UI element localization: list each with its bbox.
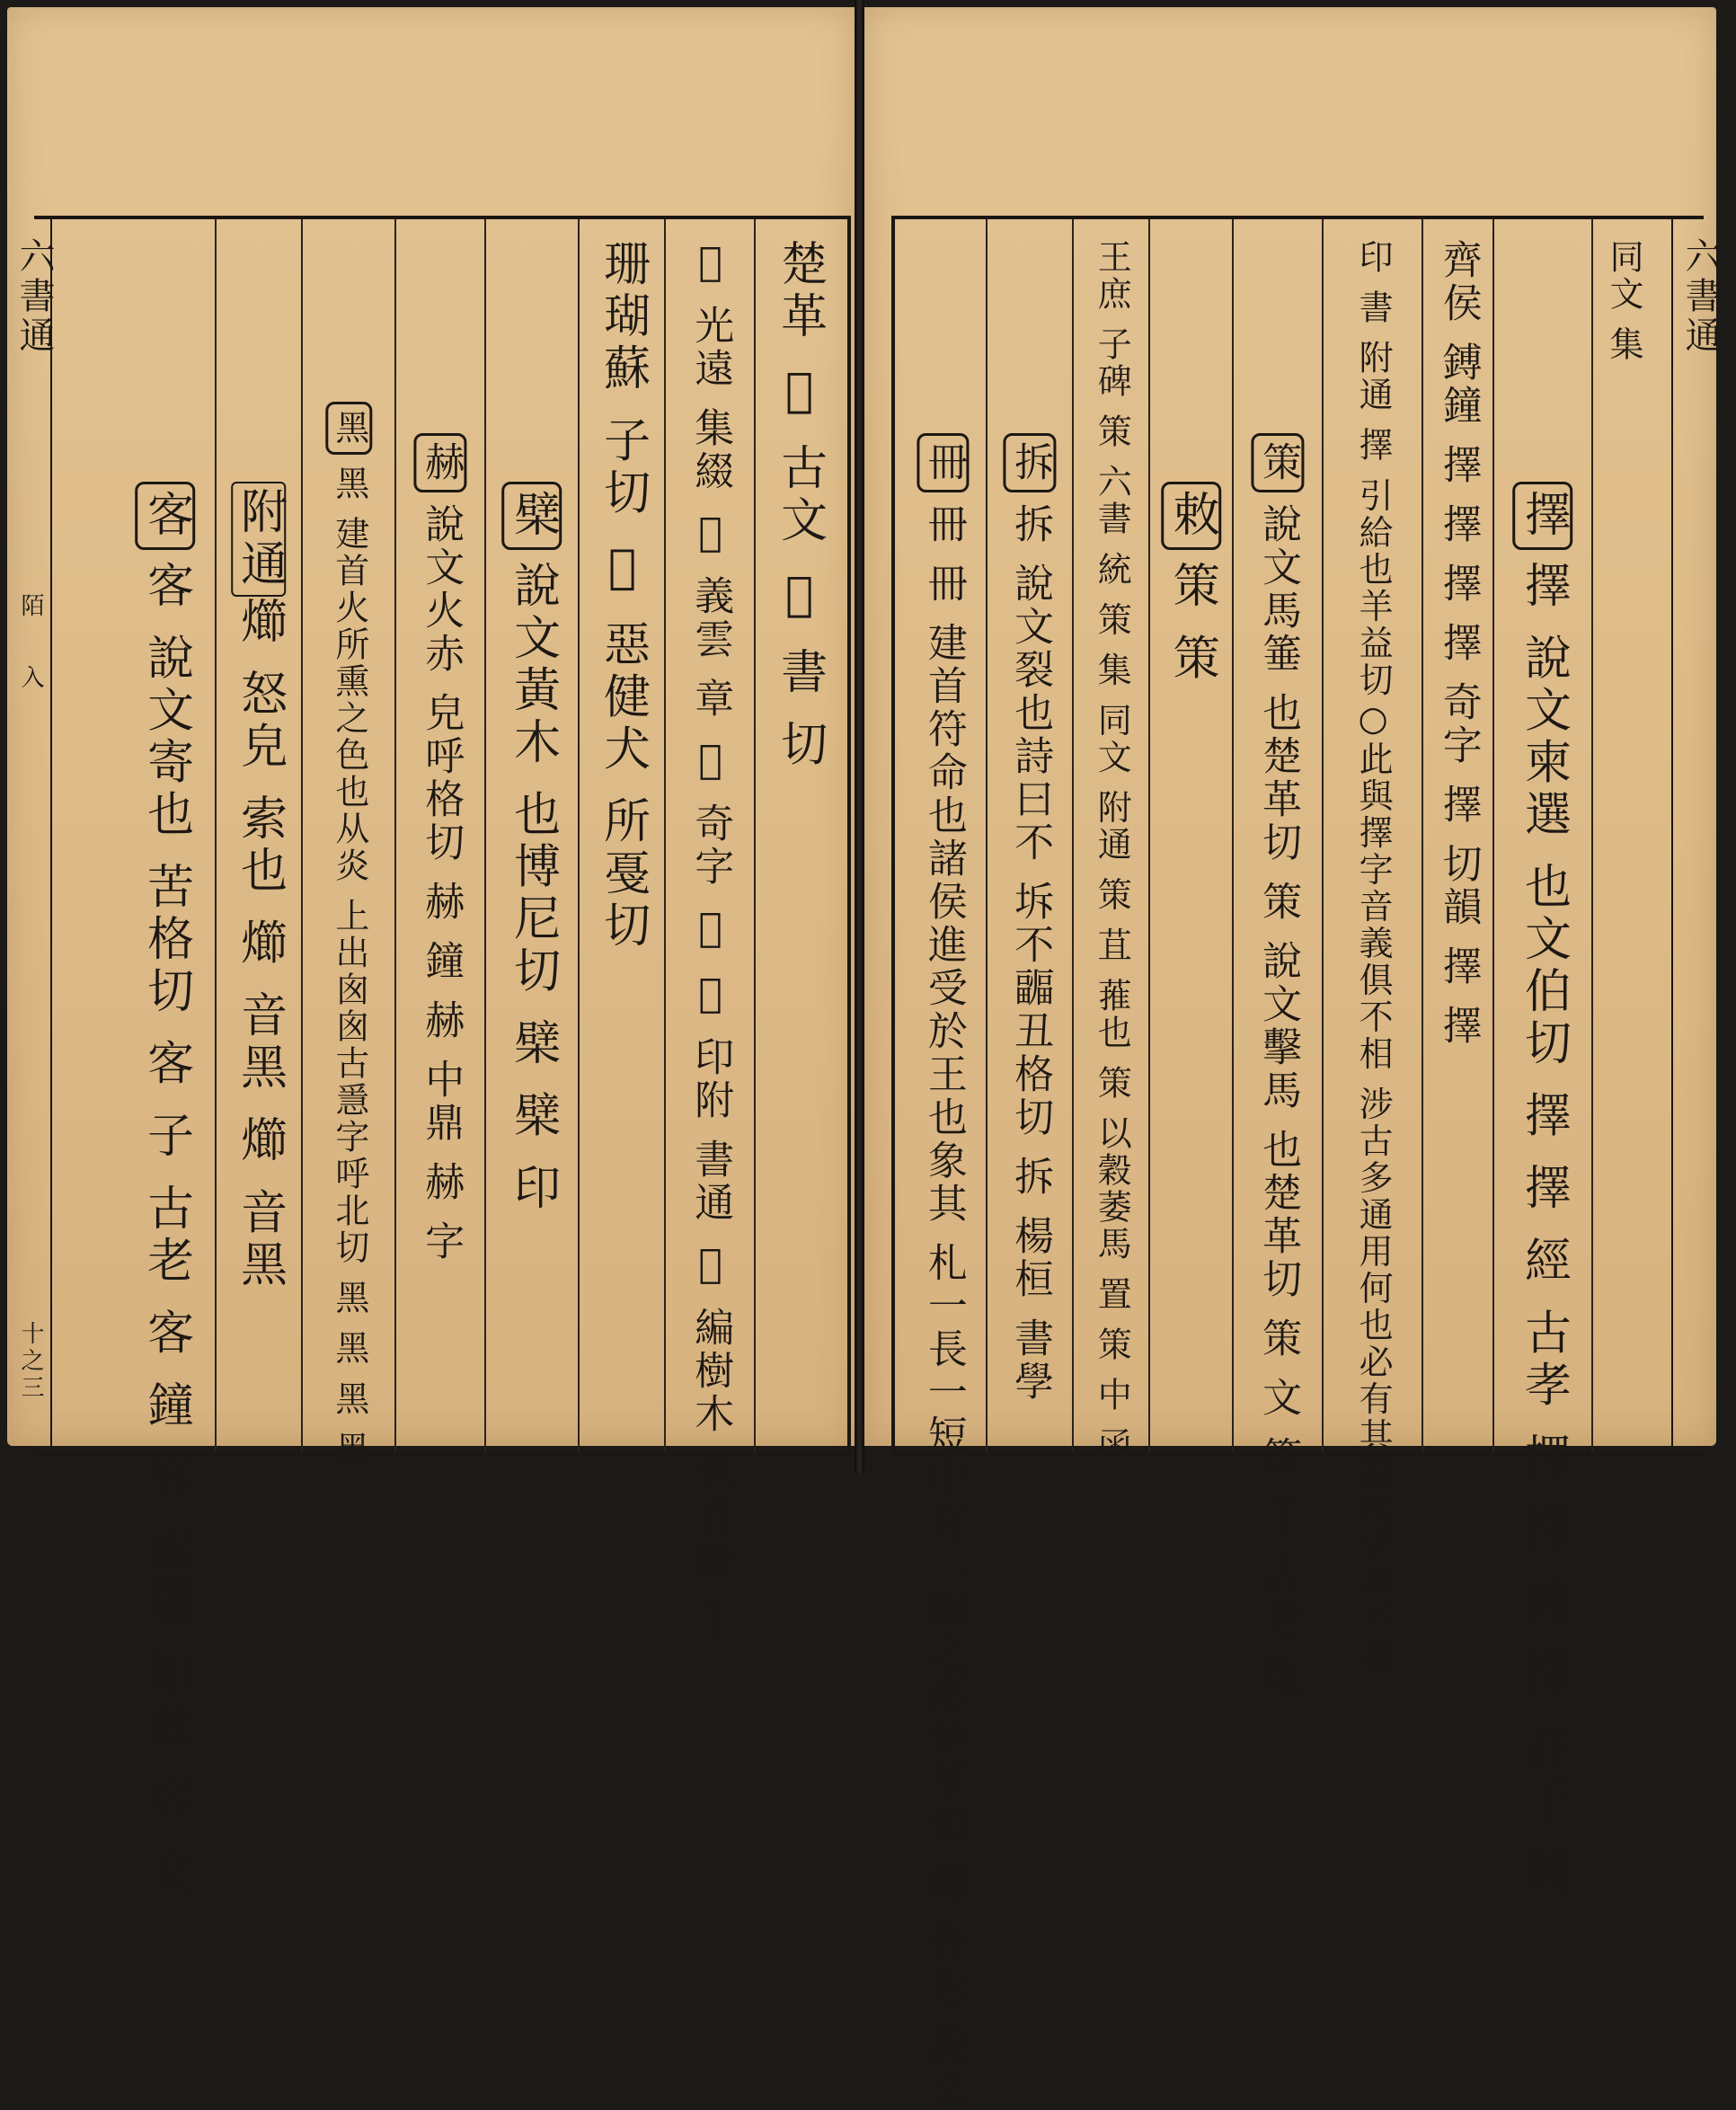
entry-head-box: 敕: [1161, 482, 1221, 550]
right-column-9: [900, 219, 986, 2110]
column-text: 齊侯 鎛鐘 擇 擇 擇 擇 奇字 擇 切韻 擇 擇: [1435, 239, 1482, 1048]
column-text: 𠶍 光遠 集綴 𠶍 義雲 章 𠶍 奇字 𠶍 𠶍 印附 書通 𠶍 編樹木 也音冊 𠶍: [687, 239, 734, 1647]
left-page: [7, 7, 855, 1899]
left-column-2: [664, 219, 754, 1647]
right-column-6: [1148, 219, 1232, 1452]
entry-head-box: 拆: [1004, 433, 1056, 492]
right-edge-strip: [1671, 216, 1721, 1449]
right-column-3: [1422, 219, 1492, 1452]
column-text: 印 書 附通 擇 引給也羊益切○此與擇字音義俱不相 涉古多通用何也必有其說俟字書不載: [1353, 239, 1394, 1676]
entry-body: 擇 說文柬選 也文伯切 擇 擇 經 古孝 擇 擇 鐘 擇 許子 鐘: [1516, 561, 1571, 1899]
entry-body: 說文馬箠 也楚革切 策 說文擊馬 也楚革切 策 文 策 子 古老 策: [1255, 502, 1302, 1700]
column-text: [873, 239, 1013, 2110]
folio-number: 十之三: [17, 1321, 44, 1402]
entry-body: 說文黃木 也博尼切 檗 檗 印: [505, 561, 560, 1216]
entry-body: 黑 建首火所熏之色也从炎 上出囪囪古㥯字呼北切 黑 黑 黑 黑: [329, 465, 369, 1468]
fu-tong-box: 附通: [231, 482, 286, 597]
left-edge-strip: [7, 216, 55, 1449]
column-text: 王庶 子碑 策 六書 統 策 集 同文 附通 策 苴 蓷也 策 以穀萎馬 置 策 中 函: [1092, 239, 1132, 1465]
column-text: 楚革 𣑈 古文 𣑈 書 切: [772, 239, 827, 772]
column-text: 珊瑚蘇 子切 𣡄 惡健犬 所戞切: [595, 239, 650, 953]
book-title: 六書通: [13, 237, 55, 356]
left-column-8: [116, 219, 215, 1899]
book-gutter: [855, 0, 864, 1473]
entry-body: 拆 說文裂也詩曰不 坼不疈丑格切 拆 楊桓 書學: [1007, 502, 1054, 1404]
entry-body: 客 說文寄也 苦格切 客 子 古老 客 鐘 客 索隱 如此 客 文: [138, 561, 193, 1899]
entry-head-box: 冊: [917, 433, 969, 492]
left-column-1: [754, 219, 842, 1452]
right-column-2: [1492, 219, 1590, 1899]
entry-head-box: 擇: [1512, 482, 1572, 550]
right-columns: [900, 219, 1653, 2110]
juan-label: 入: [17, 665, 44, 692]
entry-body: 冊 冊 建首符命也諸侯進受於王也象其 札一長一短中有二編之形楚革切 冊 告也 說文: [920, 502, 967, 2110]
entry-head-box: 黑: [325, 402, 372, 455]
column-text: 同文 集: [1604, 239, 1644, 364]
entry-head-box: 檗: [501, 482, 562, 550]
book-title: 六書通: [1679, 237, 1721, 356]
right-page-frame: [891, 216, 1704, 2110]
left-page-frame: [34, 216, 851, 1899]
entry-head-box: 策: [1252, 433, 1304, 492]
entry-body: 說文火赤 皃呼格切 赫 鐘 赫 中鼎 赫 字: [418, 502, 465, 1263]
entry-body: 策 策: [1165, 561, 1219, 686]
entry-head-box: 客: [135, 482, 195, 550]
left-columns: [88, 219, 842, 1899]
section-label: 陌: [17, 593, 44, 620]
entry-head-box: 赫: [414, 433, 466, 492]
right-page: [864, 7, 1721, 2110]
column-text: [84, 239, 247, 1899]
entry-body: 㸅 怒皃 索也 㸅 音黑 㸅 音黑: [232, 597, 287, 1292]
